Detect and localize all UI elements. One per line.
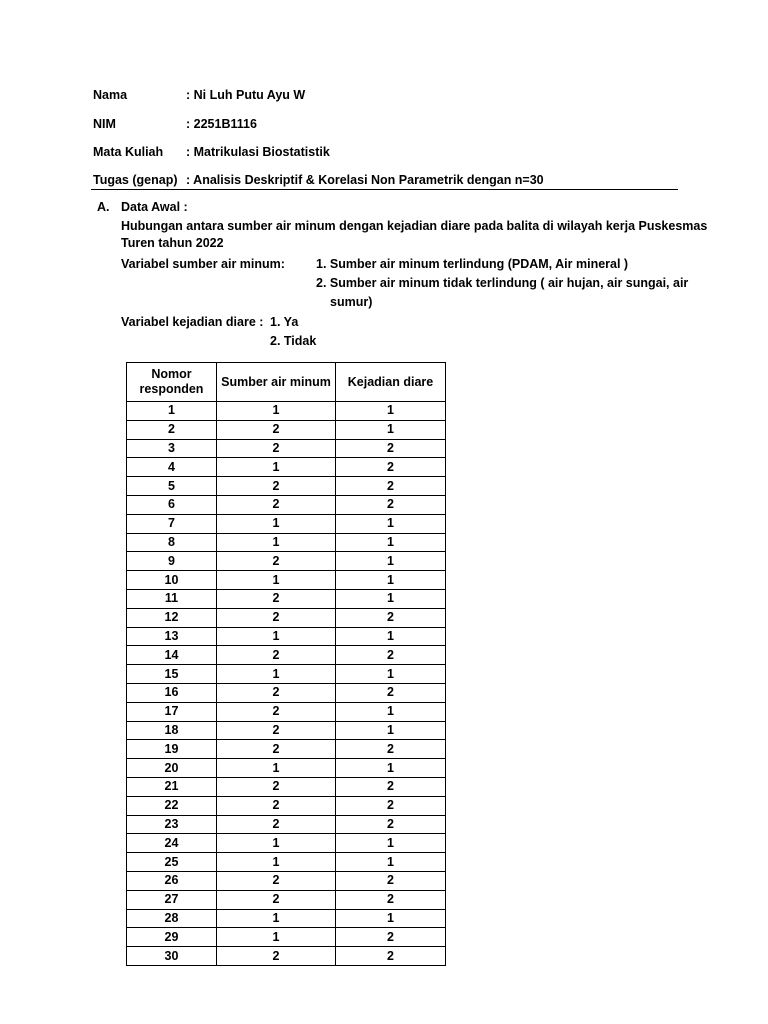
data-table bbox=[126, 362, 446, 966]
cell-sumber: 1 bbox=[217, 571, 336, 590]
cell-diare: 1 bbox=[336, 853, 446, 872]
header-sumber-air-minum: Sumber air minum bbox=[217, 363, 336, 402]
cell-nomor: 12 bbox=[127, 608, 217, 627]
cell-sumber: 2 bbox=[217, 646, 336, 665]
cell-diare: 1 bbox=[336, 514, 446, 533]
var-diare-option-2: 2. Tidak bbox=[270, 334, 317, 348]
cell-diare: 2 bbox=[336, 947, 446, 966]
table-row bbox=[127, 439, 446, 458]
cell-sumber: 2 bbox=[217, 740, 336, 759]
cell-diare: 2 bbox=[336, 815, 446, 834]
cell-nomor: 11 bbox=[127, 589, 217, 608]
cell-sumber: 2 bbox=[217, 871, 336, 890]
table-row bbox=[127, 402, 446, 421]
cell-sumber: 2 bbox=[217, 477, 336, 496]
nim-value: : 2251B1116 bbox=[186, 117, 257, 131]
cell-diare: 2 bbox=[336, 458, 446, 477]
cell-nomor: 3 bbox=[127, 439, 217, 458]
cell-nomor: 16 bbox=[127, 683, 217, 702]
cell-sumber: 2 bbox=[217, 947, 336, 966]
cell-diare: 1 bbox=[336, 721, 446, 740]
table-row bbox=[127, 928, 446, 947]
cell-nomor: 21 bbox=[127, 777, 217, 796]
cell-diare: 2 bbox=[336, 871, 446, 890]
section-title: Data Awal : bbox=[121, 200, 188, 214]
cell-diare: 1 bbox=[336, 702, 446, 721]
cell-nomor: 5 bbox=[127, 477, 217, 496]
cell-nomor: 9 bbox=[127, 552, 217, 571]
cell-sumber: 2 bbox=[217, 608, 336, 627]
table-row bbox=[127, 871, 446, 890]
cell-nomor: 29 bbox=[127, 928, 217, 947]
table-row bbox=[127, 834, 446, 853]
table-row bbox=[127, 947, 446, 966]
cell-nomor: 20 bbox=[127, 759, 217, 778]
header-kejadian-diare: Kejadian diare bbox=[336, 363, 446, 402]
var-sumber-label: Variabel sumber air minum: bbox=[121, 257, 285, 271]
var-sumber-option-2-line2: sumur) bbox=[330, 295, 373, 309]
cell-sumber: 1 bbox=[217, 909, 336, 928]
cell-nomor: 30 bbox=[127, 947, 217, 966]
cell-diare: 1 bbox=[336, 589, 446, 608]
cell-sumber: 2 bbox=[217, 702, 336, 721]
tugas-value: : Analisis Deskriptif & Korelasi Non Parametrik dengan n=30 bbox=[186, 173, 544, 187]
table-row bbox=[127, 740, 446, 759]
table-row bbox=[127, 589, 446, 608]
cell-sumber: 1 bbox=[217, 665, 336, 684]
matkul-value: : Matrikulasi Biostatistik bbox=[186, 145, 330, 159]
table-row bbox=[127, 495, 446, 514]
cell-sumber: 1 bbox=[217, 402, 336, 421]
cell-nomor: 1 bbox=[127, 402, 217, 421]
cell-diare: 1 bbox=[336, 533, 446, 552]
cell-diare: 1 bbox=[336, 552, 446, 571]
table-row bbox=[127, 759, 446, 778]
table-row bbox=[127, 571, 446, 590]
table-row bbox=[127, 552, 446, 571]
nim-label: NIM bbox=[93, 117, 116, 131]
table-header-row bbox=[127, 363, 446, 402]
table-row bbox=[127, 702, 446, 721]
table-row bbox=[127, 853, 446, 872]
cell-nomor: 25 bbox=[127, 853, 217, 872]
var-diare-option-1: 1. Ya bbox=[270, 315, 299, 329]
cell-nomor: 18 bbox=[127, 721, 217, 740]
cell-diare: 2 bbox=[336, 608, 446, 627]
table-row bbox=[127, 721, 446, 740]
cell-sumber: 2 bbox=[217, 495, 336, 514]
table-row bbox=[127, 909, 446, 928]
cell-nomor: 19 bbox=[127, 740, 217, 759]
table-row bbox=[127, 683, 446, 702]
cell-nomor: 22 bbox=[127, 796, 217, 815]
cell-nomor: 15 bbox=[127, 665, 217, 684]
cell-sumber: 1 bbox=[217, 458, 336, 477]
cell-nomor: 24 bbox=[127, 834, 217, 853]
table-row bbox=[127, 477, 446, 496]
cell-sumber: 2 bbox=[217, 420, 336, 439]
cell-nomor: 2 bbox=[127, 420, 217, 439]
var-diare-label: Variabel kejadian diare : bbox=[121, 315, 264, 329]
cell-diare: 2 bbox=[336, 928, 446, 947]
nama-value: : Ni Luh Putu Ayu W bbox=[186, 88, 306, 102]
cell-sumber: 1 bbox=[217, 533, 336, 552]
table-row bbox=[127, 646, 446, 665]
var-sumber-option-1: 1. Sumber air minum terlindung (PDAM, Air mineral ) bbox=[316, 257, 629, 271]
cell-diare: 2 bbox=[336, 796, 446, 815]
table-row bbox=[127, 533, 446, 552]
cell-diare: 1 bbox=[336, 759, 446, 778]
cell-diare: 2 bbox=[336, 477, 446, 496]
cell-nomor: 13 bbox=[127, 627, 217, 646]
cell-nomor: 4 bbox=[127, 458, 217, 477]
cell-diare: 2 bbox=[336, 683, 446, 702]
cell-sumber: 2 bbox=[217, 552, 336, 571]
cell-sumber: 1 bbox=[217, 928, 336, 947]
cell-sumber: 2 bbox=[217, 589, 336, 608]
table-row bbox=[127, 420, 446, 439]
table-row bbox=[127, 796, 446, 815]
cell-diare: 2 bbox=[336, 495, 446, 514]
cell-nomor: 6 bbox=[127, 495, 217, 514]
var-sumber-option-2-line1: 2. Sumber air minum tidak terlindung ( air hujan, air sungai, air bbox=[316, 276, 689, 290]
cell-diare: 1 bbox=[336, 402, 446, 421]
tugas-label: Tugas (genap) bbox=[93, 173, 178, 187]
cell-diare: 1 bbox=[336, 571, 446, 590]
cell-nomor: 10 bbox=[127, 571, 217, 590]
cell-sumber: 2 bbox=[217, 439, 336, 458]
cell-diare: 2 bbox=[336, 777, 446, 796]
nama-label: Nama bbox=[93, 88, 128, 102]
table-row bbox=[127, 890, 446, 909]
cell-sumber: 2 bbox=[217, 777, 336, 796]
cell-sumber: 2 bbox=[217, 890, 336, 909]
cell-sumber: 1 bbox=[217, 627, 336, 646]
cell-sumber: 2 bbox=[217, 721, 336, 740]
cell-diare: 1 bbox=[336, 909, 446, 928]
cell-diare: 2 bbox=[336, 646, 446, 665]
cell-sumber: 1 bbox=[217, 834, 336, 853]
cell-sumber: 2 bbox=[217, 815, 336, 834]
section-marker: A. bbox=[97, 200, 110, 214]
cell-diare: 1 bbox=[336, 420, 446, 439]
header-nomor-responden: Nomor responden bbox=[127, 363, 217, 402]
cell-nomor: 27 bbox=[127, 890, 217, 909]
header-divider bbox=[91, 189, 678, 190]
cell-sumber: 2 bbox=[217, 683, 336, 702]
table-row bbox=[127, 665, 446, 684]
table-row bbox=[127, 608, 446, 627]
table-row bbox=[127, 458, 446, 477]
matkul-label: Mata Kuliah bbox=[93, 145, 164, 159]
cell-sumber: 2 bbox=[217, 796, 336, 815]
cell-sumber: 1 bbox=[217, 514, 336, 533]
cell-nomor: 17 bbox=[127, 702, 217, 721]
table-row bbox=[127, 627, 446, 646]
cell-diare: 1 bbox=[336, 665, 446, 684]
table-row bbox=[127, 514, 446, 533]
cell-diare: 1 bbox=[336, 834, 446, 853]
section-description: Hubungan antara sumber air minum dengan kejadian diare pada balita di wilayah kerja Puskesmas Turen tahun 2022 bbox=[121, 219, 708, 250]
cell-nomor: 7 bbox=[127, 514, 217, 533]
cell-nomor: 23 bbox=[127, 815, 217, 834]
table-row bbox=[127, 815, 446, 834]
cell-nomor: 26 bbox=[127, 871, 217, 890]
cell-diare: 2 bbox=[336, 890, 446, 909]
cell-nomor: 14 bbox=[127, 646, 217, 665]
cell-sumber: 1 bbox=[217, 759, 336, 778]
table-row bbox=[127, 777, 446, 796]
table-body bbox=[127, 402, 446, 966]
cell-sumber: 1 bbox=[217, 853, 336, 872]
cell-nomor: 28 bbox=[127, 909, 217, 928]
cell-diare: 2 bbox=[336, 740, 446, 759]
cell-diare: 2 bbox=[336, 439, 446, 458]
cell-diare: 1 bbox=[336, 627, 446, 646]
cell-nomor: 8 bbox=[127, 533, 217, 552]
